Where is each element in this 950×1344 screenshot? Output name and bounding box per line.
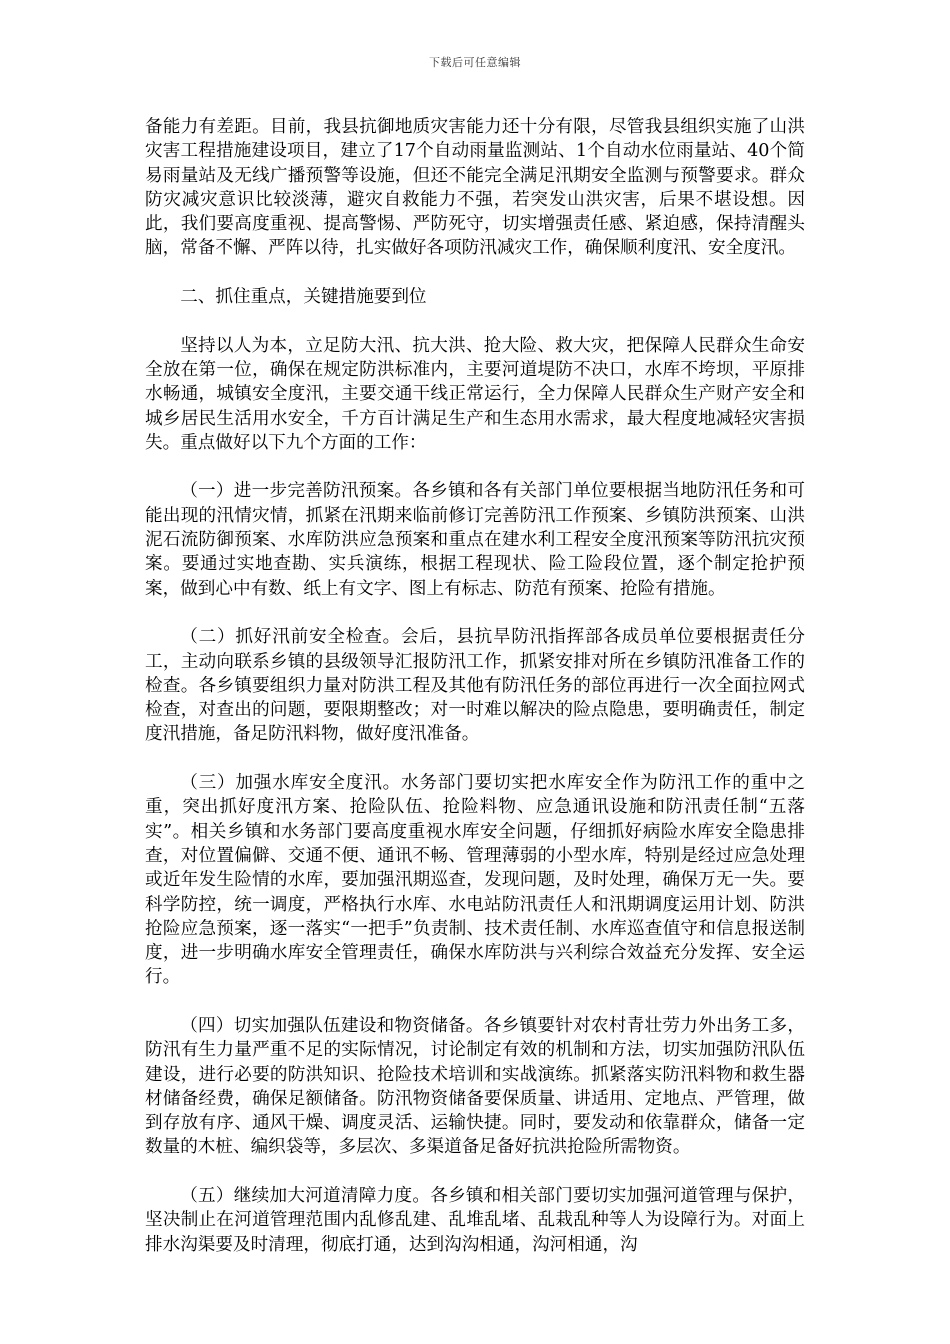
- paragraph-item-5: （五）继续加大河道清障力度。各乡镇和相关部门要切实加强河道管理与保护，坚决制止在河道管理范围内乱修乱建、乱堆乱堵、乱栽乱种等人为设障行为。对面上排水沟渠要及时清理，彻底打通，达到沟沟相通，沟河相通，沟: [145, 1186, 805, 1255]
- paragraph-item-3: （三）加强水库安全度汛。水务部门要切实把水库安全作为防汛工作的重中之重，突出抓好度汛方案、抢险队伍、抢险料物、应急通讯设施和防汛责任制“五落实”。相关乡镇和水务部门要高度重视水库安全问题，仔细抓好病险水库安全隐患排查，对位置偏僻、交通不便、通讯不畅、管理薄弱的小型水库，特别是经过应急处理或近年发生险情的水库，要加强汛期巡查，发现问题，及时处理，确保万无一失。要科学防控，统一调度，严格执行水库、水电站防汛责任人和汛期调度运用计划、防洪抢险应急预案，逐一落实“一把手”负责制、技术责任制、水库巡查值守和信息报送制度，进一步明确水库安全管理责任，确保水库防洪与兴利综合效益充分发挥、安全运行。: [145, 773, 805, 988]
- section-heading: 二、抓住重点，关键措施要到位: [180, 287, 427, 308]
- paragraph-continuation: 备能力有差距。目前，我县抗御地质灾害能力还十分有限，尽管我县组织实施了山洪灾害工程措施建设项目，建立了17个自动雨量监测站、1个自动水位雨量站、40个简易雨量站及无线广播预警等设施，但还不能完全满足汛期安全监测与预警要求。群众防灾减灾意识比较淡薄，避灾自救能力不强，若突发山洪灾害，后果不堪设想。因此，我们要高度重视、提高警惕、严防死守，切实增强责任感、紧迫感，保持清醒头脑，常备不懈、严阵以待，扎实做好各项防汛减灾工作，确保顺利度汛、安全度汛。: [145, 117, 805, 259]
- document-body: [145, 115, 805, 1281]
- page-header: 下载后可任意编辑: [429, 56, 521, 69]
- paragraph: 坚持以人为本，立足防大汛、抗大洪、抢大险、救大灾，把保障人民群众生命安全放在第一位，确保在规定防洪标准内，主要河道堤防不决口，水库不垮坝，平原排水畅通，城镇安全度汛，主要交通干线正常运行，全力保障人民群众生产财产安全和城乡居民生活用水安全，千方百计满足生产和生态用水需求，最大程度地减轻灾害损失。重点做好以下九个方面的工作：: [145, 335, 805, 453]
- paragraph-item-2: （二）抓好汛前安全检查。会后，县抗旱防汛指挥部各成员单位要根据责任分工，主动向联系乡镇的县级领导汇报防汛工作，抓紧安排对所在乡镇防汛准备工作的检查。各乡镇要组织力量对防洪工程及其他有防汛任务的部位再进行一次全面拉网式检查，对查出的问题，要限期整改；对一时难以解决的险点隐患，要明确责任，制定度汛措施，备足防汛料物，做好度汛准备。: [145, 627, 805, 745]
- paragraph-item-4: （四）切实加强队伍建设和物资储备。各乡镇要针对农村青壮劳力外出务工多，防汛有生力量严重不足的实际情况，讨论制定有效的机制和方法，切实加强防汛队伍建设，进行必要的防洪知识、抢险技术培训和实战演练。抓紧落实防汛料物和救生器材储备经费，确保足额储备。防汛物资储备要保质量、讲适用、定地点、严管理，做到存放有序、通风干燥、调度灵活、运输快捷。同时，要发动和依靠群众，储备一定数量的木桩、编织袋等，多层次、多渠道备足备好抗洪抢险所需物资。: [145, 1015, 805, 1158]
- paragraph-item-1: （一）进一步完善防汛预案。各乡镇和各有关部门单位要根据当地防汛任务和可能出现的汛情灾情，抓紧在汛期来临前修订完善防汛工作预案、乡镇防洪预案、山洪泥石流防御预案、水库防洪应急预案和重点在建水利工程安全度汛预案等防汛抗灾预案。要通过实地查勘、实兵演练，根据工程现状、险工险段位置，逐个制定抢护预案，做到心中有数、纸上有文字、图上有标志、防范有预案、抢险有措施。: [145, 481, 805, 599]
